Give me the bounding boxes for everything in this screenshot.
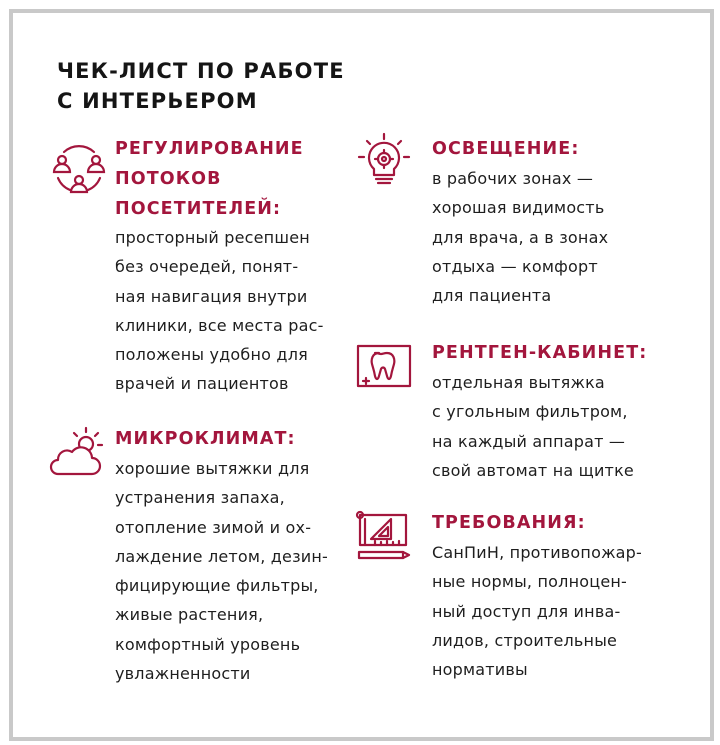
text-line: без очередей, понят- bbox=[115, 257, 299, 277]
text-line: для врача, а в зонах bbox=[432, 227, 609, 247]
page-title bbox=[57, 56, 345, 116]
text-line: ная навигация внутри bbox=[115, 286, 308, 306]
text-line: отдыха — комфорт bbox=[432, 256, 598, 276]
title-line: ЧЕК-ЛИСТ ПО РАБОТЕ bbox=[57, 59, 345, 83]
section-text-climate bbox=[115, 454, 328, 688]
text-line: лаждение летом, дезин- bbox=[115, 546, 329, 566]
text-line: СанПиН, противопожар- bbox=[432, 543, 643, 562]
text-line: для пациента bbox=[432, 286, 552, 306]
text-line: свой автомат на щитке bbox=[432, 460, 634, 480]
blueprint-tools-icon bbox=[355, 505, 413, 563]
text-line: ПОСЕТИТЕЛЕЙ: bbox=[115, 199, 282, 219]
section-heading-requirements bbox=[432, 508, 586, 538]
text-line: ОСВЕЩЕНИЕ: bbox=[432, 139, 580, 159]
tooth-xray-icon bbox=[355, 336, 413, 394]
text-line: в рабочих зонах — bbox=[432, 169, 594, 188]
text-line: на каждый аппарат — bbox=[432, 431, 626, 451]
cloud-sun-icon bbox=[46, 424, 104, 482]
text-line: РЕГУЛИРОВАНИЕ bbox=[115, 139, 304, 159]
section-text-lighting bbox=[432, 164, 608, 310]
text-line: хорошие вытяжки для bbox=[115, 459, 310, 478]
text-line: РЕНТГЕН-КАБИНЕТ: bbox=[432, 343, 648, 363]
title-line: С ИНТЕРЬЕРОМ bbox=[57, 89, 258, 113]
text-line: положены удобно для bbox=[115, 345, 308, 365]
text-line: врачей и пациентов bbox=[115, 374, 289, 394]
section-heading-xray bbox=[432, 338, 647, 368]
text-line: ТРЕБОВАНИЯ: bbox=[432, 513, 586, 533]
text-line: нормативы bbox=[432, 660, 528, 680]
section-text-xray bbox=[432, 368, 634, 485]
text-line: МИКРОКЛИМАТ: bbox=[115, 429, 296, 449]
text-line: отдельная вытяжка bbox=[432, 373, 605, 392]
text-line: клиники, все места рас- bbox=[115, 315, 324, 335]
text-line: отопление зимой и ох- bbox=[115, 517, 312, 537]
text-line: просторный ресепшен bbox=[115, 228, 310, 247]
text-line: увлажненности bbox=[115, 664, 251, 684]
text-line: устранения запаха, bbox=[115, 488, 285, 508]
lightbulb-gear-icon bbox=[355, 132, 413, 190]
text-line: ный доступ для инва- bbox=[432, 601, 621, 621]
text-line: лидов, строительные bbox=[432, 630, 618, 650]
section-heading-flow bbox=[115, 134, 304, 224]
section-heading-climate bbox=[115, 424, 296, 454]
text-line: комфортный уровень bbox=[115, 634, 301, 654]
section-heading-lighting bbox=[432, 134, 579, 164]
text-line: живые растения, bbox=[115, 605, 264, 625]
text-line: с угольным фильтром, bbox=[432, 402, 628, 422]
people-flow-icon bbox=[50, 140, 108, 198]
section-text-flow bbox=[115, 223, 324, 399]
text-line: ные нормы, полноцен- bbox=[432, 572, 627, 592]
text-line: фицирующие фильтры, bbox=[115, 576, 319, 596]
text-line: ПОТОКОВ bbox=[115, 169, 222, 189]
section-text-requirements bbox=[432, 538, 642, 684]
text-line: хорошая видимость bbox=[432, 198, 605, 218]
